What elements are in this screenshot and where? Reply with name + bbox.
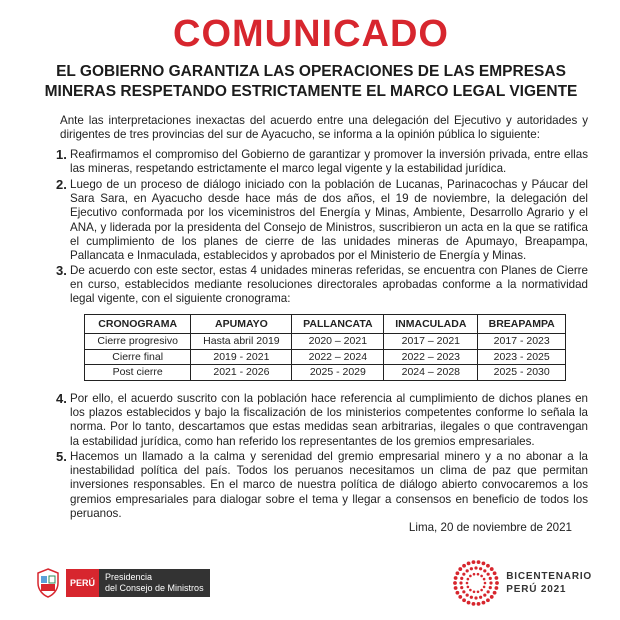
table-cell: Cierre final (85, 349, 191, 365)
bicentenario-sunburst-icon (452, 559, 500, 607)
table-row (85, 334, 566, 350)
peru-label: PERÚ (66, 569, 99, 597)
table-cell: 2025 - 2030 (478, 365, 566, 381)
bicentenario-line-1: BICENTENARIO (506, 571, 592, 582)
table-row (85, 365, 566, 381)
table-cell: 2022 – 2024 (292, 349, 384, 365)
list-item-4 (56, 392, 588, 449)
item-number: 5. (56, 449, 67, 464)
date-line: Lima, 20 de noviembre de 2021 (408, 521, 572, 534)
pcm-line-1: Presidencia (105, 572, 153, 582)
item-number: 3. (56, 263, 67, 278)
list-item-1 (56, 148, 588, 176)
table-header: CRONOGRAMA (85, 315, 191, 334)
bicentenario-logo (452, 558, 592, 608)
item-text: Reafirmamos el compromiso del Gobierno de garantizar y promover la inversión privada, entre ellas las mineras, respetando estrictamente el marco legal vigente y la estabilidad jurídica. (70, 148, 588, 176)
table-cell: 2024 – 2028 (384, 365, 478, 381)
coat-of-arms-icon (36, 568, 60, 598)
intro-paragraph: Ante las interpretaciones inexactas del acuerdo entre una delegación del Ejecutivo y autoridades y dirigentes de tres provincias del sur de Ayacucho, se informa a la opinión pública lo siguiente: (60, 114, 588, 142)
table-cell: Cierre progresivo (85, 334, 191, 350)
item-text: Por ello, el acuerdo suscrito con la población hace referencia al cumplimiento de dichos planes en los plazos establecidos y bajo la fiscalización de los ministerios competentes conforme lo señala la norma. Por lo tanto, descartamos que estas medidas sean arbitrarias, ilegales o que contravengan la estabilidad jurídica, como han referido los representantes de los gremios empresariales. (70, 392, 588, 448)
item-text: Hacemos un llamado a la calma y serenidad del gremio empresarial minero y a no abonar a la inestabilidad política del país. Todos los peruanos necesitamos un clima de paz que permitan inversiones responsables. En el marco de nuestra política de diálogo abierto convocaremos a los gremios empresariales para dialogar sobre el tema y llegar a consensos en beneficio de todos los peruanos. (70, 450, 588, 520)
table-cell: 2023 - 2025 (478, 349, 566, 365)
table-header: PALLANCATA (292, 315, 384, 334)
bicentenario-line-2: PERÚ 2021 (506, 584, 567, 595)
list-item-3 (56, 264, 588, 307)
table-cell: 2019 - 2021 (191, 349, 292, 365)
table-cell: 2025 - 2029 (292, 365, 384, 381)
table-cell: 2020 – 2021 (292, 334, 384, 350)
table-cell: Hasta abril 2019 (191, 334, 292, 350)
bicentenario-text (506, 570, 592, 596)
pcm-logo (36, 565, 210, 601)
headline (42, 62, 580, 102)
pcm-line-2: del Consejo de Ministros (105, 583, 204, 593)
item-number: 1. (56, 147, 67, 162)
table-header: BREAPAMPA (478, 315, 566, 334)
page-title: COMUNICADO (173, 13, 449, 55)
table-cell: 2022 – 2023 (384, 349, 478, 365)
table-header-row (85, 315, 566, 334)
list-item-2 (56, 178, 588, 263)
table-cell: 2021 - 2026 (191, 365, 292, 381)
schedule-table (84, 314, 566, 381)
list-item-5 (56, 450, 588, 521)
item-text: Luego de un proceso de diálogo iniciado con la población de Lucanas, Parinacochas y Páucar del Sara Sara, en Ayacucho desde hace más de dos años, el 19 de noviembre, la delegación del Ejecutivo conformada por los viceministros del Energía y Minas, Ambiente, Desarrollo Agrario y el ANA, y liderada por la presidenta del Consejo de Ministros, suscribieron un acta en la que se ratifica el cumplimiento de los planes de cierre de las unidades mineras de Apumayo, Breapampa, Pallancata e Inmaculada, establecidos y aprobados por el Ministerio de Energía y Minas. (70, 178, 588, 263)
table-header: APUMAYO (191, 315, 292, 334)
item-number: 4. (56, 391, 67, 406)
pcm-label (99, 569, 210, 597)
table-header: INMACULADA (384, 315, 478, 334)
headline-line-2: MINERAS RESPETANDO ESTRICTAMENTE EL MARCO LEGAL VIGENTE (44, 83, 578, 100)
table-cell: 2017 - 2023 (478, 334, 566, 350)
item-number: 2. (56, 177, 67, 192)
communique-page (22, 0, 600, 620)
headline-line-1: EL GOBIERNO GARANTIZA LAS OPERACIONES DE LAS EMPRESAS (56, 63, 566, 80)
table-cell: Post cierre (85, 365, 191, 381)
item-text: De acuerdo con este sector, estas 4 unidades mineras referidas, se encuentra con Planes de Cierre en curso, establecidos mediante resoluciones directorales aprobadas conforme a la normatividad legal vigente, con el siguiente cronograma: (70, 264, 588, 306)
table-row (85, 349, 566, 365)
table-cell: 2017 – 2021 (384, 334, 478, 350)
